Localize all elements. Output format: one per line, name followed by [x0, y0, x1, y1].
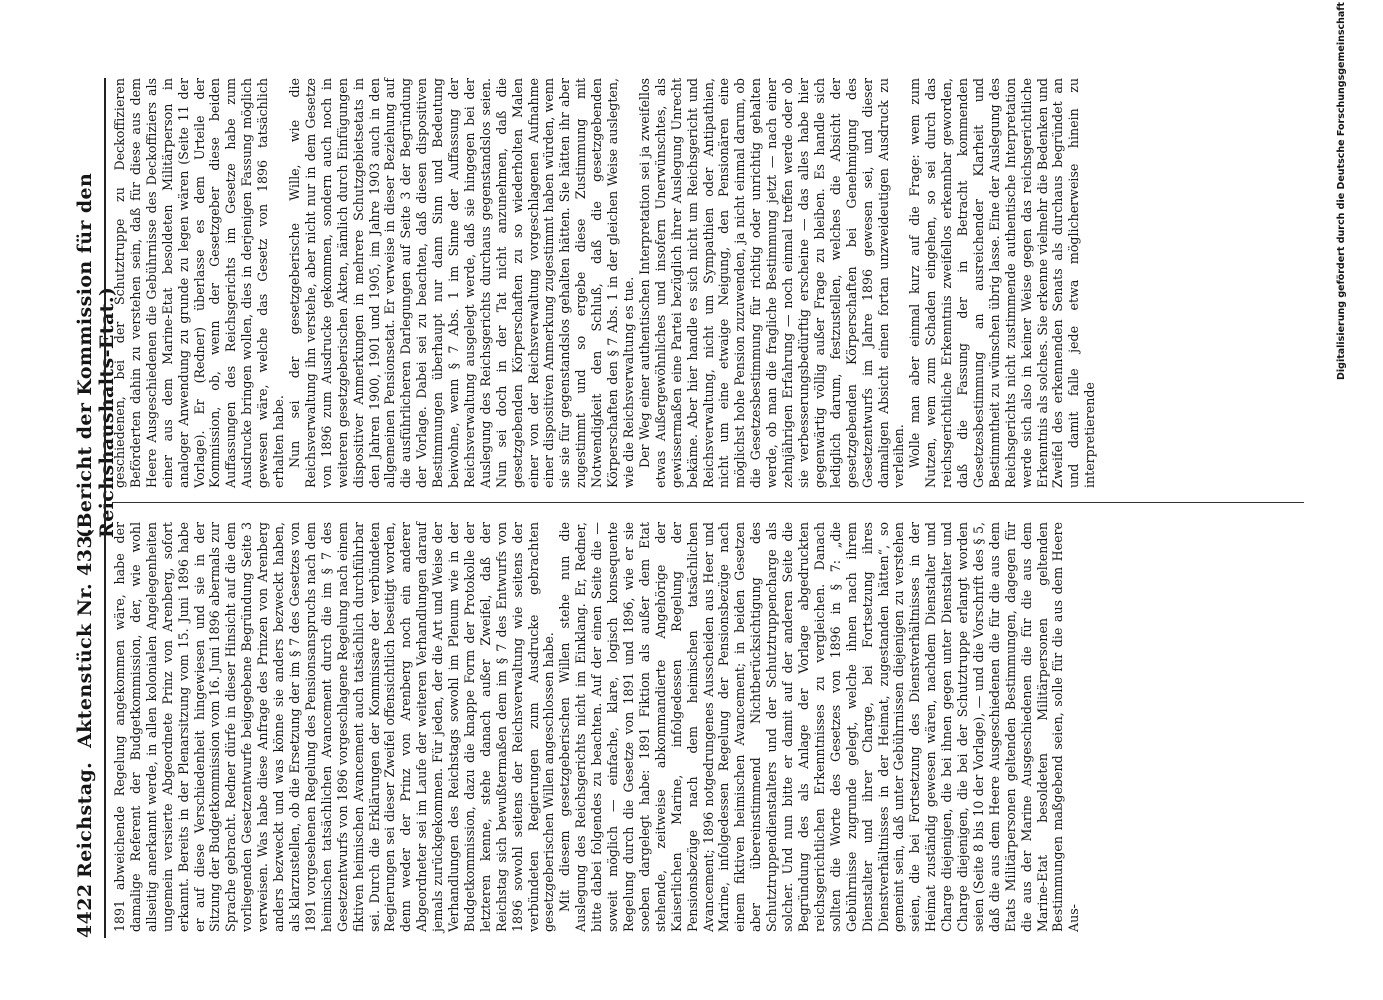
left-column: [112, 522, 1082, 932]
header-title: (Bericht der Kommission für den Reichshaushalts-Etat.): [74, 172, 118, 538]
page-header: [70, 78, 118, 938]
digitization-note: [1336, 0, 1354, 380]
paragraph: Der Weg einer authentischen Interpretation sei ja zweifellos etwas Außergewöhnliches und insofern Unerwünschtes, als gewissermaßen eine Partei bezüglich ihrer Auslegung Unrecht bekäme. Aber hier handle es sich nicht um Reichsgericht und Reichsverwaltung, nicht um Sympathien oder Antipathien, nicht um eine etwaige Neigung, den Pensionären eine möglichst hohe Pension zuzuwenden, ja nicht einmal darum, ob die Gesetzesbestimmung für richtig oder unrichtig gehalten werde, ob man die fragliche Bestimmung jetzt — nach einer zehnjährigen Erfahrung — noch einmal treffen werde oder ob sie verbesserungsbedürftig erscheine — das alles habe hier gegenwärtig völlig außer Frage zu bleiben. Es handle sich lediglich darum, festzustellen, welches die Absicht der gesetzgebenden Körperschaften bei Genehmigung des Gesetzentwurfs im Jahre 1896 gewesen sei, und dieser damaligen Absicht einen fortan unzweideutigen Ausdruck zu verleihen.: [636, 78, 907, 488]
paragraph: Nun sei der gesetzgeberische Wille, wie die Reichsverwaltung ihn verstehe, aber nicht nur in dem Gesetze von 1896 zum Ausdrucke gekommen, sondern auch noch in weiteren gesetzgeberischen Akten, nämlich durch Einfügungen dispositiver Anmerkungen in mehrere Schutzgebietsetats in den Jahren 1900, 1901 und 1905, im Jahre 1903 auch in den allgemeinen Pensionsetat. Er verweise in dieser Beziehung auf die ausführlicheren Darlegungen auf Seite 3 der Begründung der Vorlage. Dabei sei zu beachten, daß diesen dispositiven Bestimmungen überhaupt nur dann Sinn und Bedeutung beiwohne, wenn § 7 Abs. 1 im Sinne der Auffassung der Reichsverwaltung ausgelegt werde, daß sie hingegen bei der Auslegung des Reichsgerichts durchaus gegenstandslos seien. Nun sei doch in der Tat nicht anzunehmen, daß die gesetzgebenden Körperschaften zu so wiederholten Malen einer von der Reichsverwaltung vorgeschlagenen Aufnahme einer dispositiven Anmerkung zugestimmt haben würden, wenn sie sie für gegenstandslos gehalten hätten. Sie hätten ihr aber zugestimmt und so ergebe diese Zustimmung mit Notwendigkeit den Schluß, daß die gesetzgebenden Körperschaften den § 7 Abs. 1 in der gleichen Weise auslegten, wie die Reichsverwaltung es tue.: [286, 78, 636, 488]
paragraph: 1891 abweichende Regelung angekommen wäre, habe der damalige Referent der Budgetkommission, der, wie wohl allseitig anerkannt werde, in allen kolonialen Angelegenheiten ungemein versierte Abgeordnete Prinz von Arenberg, sofort erkannt. Bereits in der Plenarsitzung vom 15. Juni 1896 habe er auf diese Verschiedenheit hingewiesen und sie in der Sitzung der Budgetkommission vom 16. Juni 1896 abermals zur Sprache gebracht. Redner dürfe in dieser Hinsicht auf die dem vorliegenden Gesetzentwurfe beigegebene Begründung Seite 3 verweisen. Was habe diese Anfrage des Prinzen von Arenberg anders bezweckt und was könne sie anders bezweckt haben, als klarzustellen, ob die Ersetzung der im § 7 des Gesetzes von 1891 vorgesehenen Regelung des Pensionsanspruchs nach dem heimischen tatsächlichen Avancement durch die im § 7 des Gesetzentwurfs von 1896 vorgeschlagene Regelung nach einem fiktiven heimischen Avancement auch tatsächlich durchführbar sei. Durch die Erklärungen der Kommissare der verbündeten Regierungen sei dieser Zweifel offensichtlich beseitigt worden, denn weder der Prinz von Arenberg noch ein anderer Abgeordneter sei im Laufe der weiteren Verhandlungen darauf jemals zurückgekommen. Für jeden, der die Art und Weise der Verhandlungen des Reichstags sowohl im Plenum wie in der Budgetkommission, dazu die knappe Form der Protokolle der letzteren kenne, stehe danach außer Zweifel, daß der Reichstag sich bewußtermaßen dem im § 7 des Entwurfs von 1896 sowohl seitens der Reichsverwaltung wie seitens der verbündeten Regierungen zum Ausdrucke gebrachten gesetzgeberischen Willen angeschlossen habe.: [112, 522, 557, 932]
right-column: [112, 78, 1098, 488]
digitization-text: Digitalisierung gefördert durch die Deutsche Forschungsgemeinschaft: [1336, 2, 1347, 380]
header-aktenstueck: Aktenstück Nr. 433.: [74, 528, 96, 748]
header-rule: [104, 78, 106, 938]
header-reichstag: Reichstag.: [74, 761, 96, 878]
page-number: 4422: [74, 883, 96, 938]
paragraph: Wolle man aber einmal kurz auf die Frage: wem zum Nutzen, wem zum Schaden eingehen, so sei durch das reichsgerichtliche Erkenntnis zweifellos erkennbar geworden, daß die Fassung der in Betracht kommenden Gesetzesbestimmung an ausreichender Klarheit und Bestimmtheit zu wünschen übrig lasse. Eine der Auslegung des Reichsgerichts nicht zustimmende authentische Interpretation werde sich also in keiner Weise gegen das reichsgerichtliche Erkenntnis als solches. Sie erkenne vielmehr die Bedenken und Zweifel des erkennenden Senats als durchaus begründet an und damit falle jede etwa möglicherweise hinein zu interpretierende: [907, 78, 1098, 488]
column-divider: [112, 502, 1304, 503]
paragraph: geschiedenen, bei der Schutztruppe zu Deckoffizieren Beförderten dahin zu verstehen sein, daß für diese aus dem Heere Ausgeschiedenen die Gebührnisse des Deckoffiziers als einer aus dem Marine-Etat besoldeten Militärperson in analoger Anwendung zu grunde zu legen wären (Seite 11 der Vorlage). Er (Redner) überlasse es dem Urteile der Kommission, ob, wenn der Gesetzgeber diese beiden Auffassungen des Reichsgerichts im Gesetze habe zum Ausdrucke bringen wollen, dies in derjenigen Fassung möglich gewesen wäre, welche das Gesetz von 1896 tatsächlich erhalten habe.: [112, 78, 287, 488]
paragraph: Mit diesem gesetzgeberischen Willen stehe nun die Auslegung des Reichsgerichts nicht im Einklang. Er, Redner, bitte dabei folgendes zu beachten. Auf der einen Seite die — soweit möglich — einfache, klare, logisch konsequente Regelung durch die Gesetze von 1891 und 1896, wie er sie soeben dargelegt habe: 1891 Fiktion als außer dem Etat stehende, zeitweise abkommandierte Angehörige der Kaiserlichen Marine, infolgedessen Regelung der Pensionsbezüge nach dem heimischen tatsächlichen Avancement; 1896 notgedrungenes Ausscheiden aus Heer und Marine, infolgedessen Regelung der Pensionsbezüge nach einem fiktiven heimischen Avancement; in beiden Gesetzen aber übereinstimmend Nichtberücksichtigung des Schutztruppendienstalters und der Schutztruppencharge als solcher. Und nun bitte er damit auf der anderen Seite die Begründung des als Anlage der Vorlage abgedruckten reichsgerichtlichen Erkenntnisses zu vergleichen. Danach sollten die Worte des Gesetzes von 1896 in § 7: „die Gebührnisse zugrunde gelegt, welche ihnen nach ihrem Dienstalter und ihrer Charge, bei Fortsetzung ihres Dienstverhältnisses in der Heimat, zugestanden hätten“, so gemeint sein, daß unter Gebührnissen diejenigen zu verstehen seien, die bei Fortsetzung des Dienstverhältnisses in der Heimat zuständig gewesen wären, nachdem Dienstalter und Charge diejenigen, die bei ihnen gegen unter Dienstalter und Charge diejenigen, die bei der Schutztruppe erlangt worden seien (Seite 8 bis 10 der Vorlage), — und die Vorschrift des § 5, daß die aus dem Heere Ausgeschiedenen die für die aus dem Etats Militärpersonen geltenden Bestimmungen, dagegen für die aus der Marine Ausgeschiedenen die für die aus dem Marine-Etat besoldeten Militärpersonen geltenden Bestimmungen maßgebend seien, solle für die aus dem Heere Aus-: [557, 522, 1082, 932]
